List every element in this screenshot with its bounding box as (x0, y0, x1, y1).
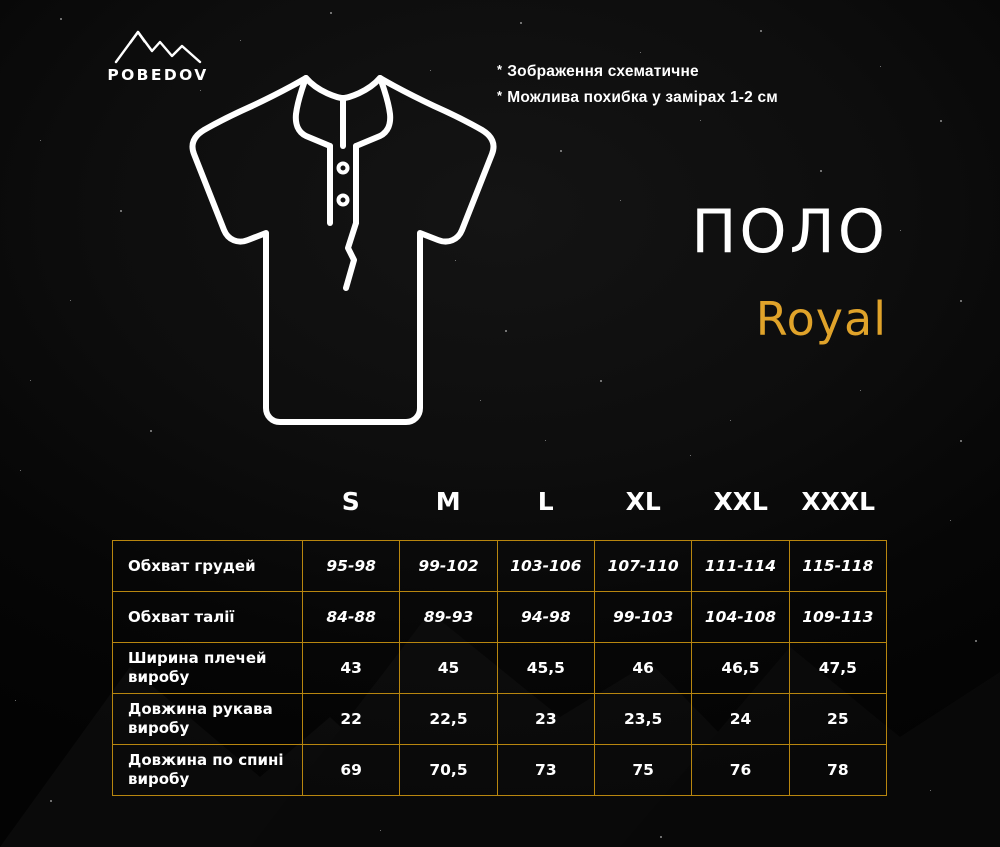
table-cell: 46 (594, 643, 691, 694)
table-cell: 84-88 (303, 592, 400, 643)
table-cell: 75 (594, 745, 691, 796)
table-cell: 23 (497, 694, 594, 745)
row-label: Обхват талії (113, 592, 303, 643)
table-row (113, 643, 887, 694)
size-header-m: M (435, 487, 461, 516)
table-cell: 70,5 (400, 745, 497, 796)
row-label: Довжина рукава виробу (113, 694, 303, 745)
size-header-l: L (537, 487, 554, 516)
table-cell: 107-110 (594, 541, 691, 592)
table-cell: 73 (497, 745, 594, 796)
table-cell: 45 (400, 643, 497, 694)
table-cell: 109-113 (789, 592, 886, 643)
notes-block (497, 58, 778, 110)
table-cell: 104-108 (692, 592, 789, 643)
note-item (497, 58, 778, 84)
size-header-s: S (341, 487, 360, 516)
asterisk-icon: * (497, 88, 503, 103)
table-cell: 99-103 (594, 592, 691, 643)
table-cell: 25 (789, 694, 886, 745)
table-cell: 43 (303, 643, 400, 694)
table-cell: 89-93 (400, 592, 497, 643)
table-cell: 23,5 (594, 694, 691, 745)
size-header-spacer (112, 487, 302, 516)
table-cell: 78 (789, 745, 886, 796)
product-subtitle: Royal (755, 292, 887, 346)
size-header-row (112, 487, 887, 516)
table-row (113, 745, 887, 796)
table-cell: 95-98 (303, 541, 400, 592)
table-cell: 115-118 (789, 541, 886, 592)
brand-name: POBEDOV (107, 66, 209, 84)
table-cell: 99-102 (400, 541, 497, 592)
table-cell: 46,5 (692, 643, 789, 694)
table-cell: 111-114 (692, 541, 789, 592)
row-label: Ширина плечей виробу (113, 643, 303, 694)
table-cell: 103-106 (497, 541, 594, 592)
measurements-table (112, 540, 887, 796)
size-header-xl: XL (625, 487, 661, 516)
table-row (113, 694, 887, 745)
table-cell: 76 (692, 745, 789, 796)
table-row (113, 541, 887, 592)
product-title: ПОЛО (691, 197, 888, 267)
note-text: Можлива похибка у замірах 1-2 см (507, 89, 778, 106)
row-label: Довжина по спині виробу (113, 745, 303, 796)
table-row (113, 592, 887, 643)
table-cell: 24 (692, 694, 789, 745)
size-header-xxxl: XXXL (801, 487, 876, 516)
table-cell: 94-98 (497, 592, 594, 643)
size-header-xxl: XXL (713, 487, 768, 516)
asterisk-icon: * (497, 62, 503, 77)
note-item (497, 84, 778, 110)
table-cell: 45,5 (497, 643, 594, 694)
polo-shirt-icon (178, 48, 508, 448)
table-cell: 22 (303, 694, 400, 745)
table-cell: 47,5 (789, 643, 886, 694)
table-cell: 69 (303, 745, 400, 796)
row-label: Обхват грудей (113, 541, 303, 592)
note-text: Зображення схематичне (507, 63, 699, 80)
table-cell: 22,5 (400, 694, 497, 745)
